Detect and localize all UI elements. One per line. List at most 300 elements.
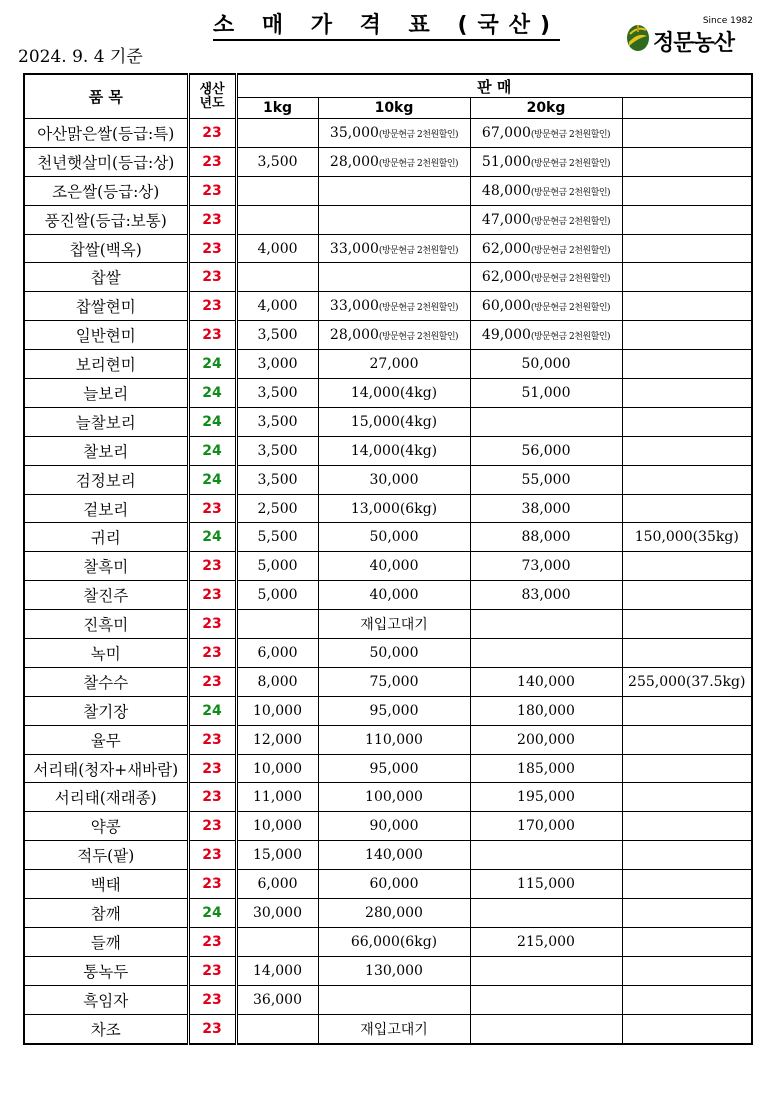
price-extra bbox=[622, 321, 752, 350]
header-item: 품 목 bbox=[24, 74, 188, 119]
item-name: 참깨 bbox=[24, 899, 188, 928]
production-year: 23 bbox=[188, 205, 236, 234]
item-name: 일반현미 bbox=[24, 321, 188, 350]
price-1kg: 3,000 bbox=[236, 350, 318, 379]
price-20kg: 38,000 bbox=[521, 500, 571, 517]
production-year: 23 bbox=[188, 754, 236, 783]
price-20kg-cell bbox=[470, 465, 622, 494]
table-row bbox=[24, 639, 752, 668]
price-extra bbox=[622, 263, 752, 292]
price-10kg-note: (방문현금 2천원할인) bbox=[378, 158, 459, 169]
company-logo bbox=[625, 16, 755, 56]
price-1kg: 2,500 bbox=[236, 494, 318, 523]
price-10kg-cell bbox=[318, 263, 470, 292]
table-row bbox=[24, 523, 752, 552]
price-1kg bbox=[236, 927, 318, 956]
price-10kg: 33,000 bbox=[329, 240, 379, 257]
production-year: 23 bbox=[188, 956, 236, 985]
price-extra bbox=[622, 956, 752, 985]
price-extra bbox=[622, 292, 752, 321]
table-row bbox=[24, 985, 752, 1014]
table-row bbox=[24, 927, 752, 956]
production-year: 23 bbox=[188, 610, 236, 639]
production-year: 23 bbox=[188, 147, 236, 176]
price-1kg bbox=[236, 1014, 318, 1043]
item-name: 진흑미 bbox=[24, 610, 188, 639]
table-row bbox=[24, 725, 752, 754]
price-10kg: 100,000 bbox=[365, 789, 423, 806]
price-10kg-cell bbox=[318, 234, 470, 263]
price-20kg: 48,000 bbox=[481, 182, 531, 199]
production-year: 23 bbox=[188, 119, 236, 148]
header-year: 생산 년도 bbox=[188, 74, 236, 119]
price-extra bbox=[622, 494, 752, 523]
price-20kg-cell bbox=[470, 494, 622, 523]
production-year: 24 bbox=[188, 407, 236, 436]
item-name: 찹쌀(백옥) bbox=[24, 234, 188, 263]
price-extra bbox=[622, 696, 752, 725]
item-name: 겉보리 bbox=[24, 494, 188, 523]
price-10kg-note: (방문현금 2천원할인) bbox=[378, 303, 459, 314]
price-20kg: 185,000 bbox=[517, 760, 575, 777]
production-year: 23 bbox=[188, 870, 236, 899]
price-10kg: 14,000(4kg) bbox=[350, 384, 438, 401]
price-1kg: 14,000 bbox=[236, 956, 318, 985]
price-20kg: 195,000 bbox=[517, 789, 575, 806]
price-10kg-cell bbox=[318, 581, 470, 610]
price-1kg: 4,000 bbox=[236, 234, 318, 263]
price-10kg: 130,000 bbox=[365, 962, 423, 979]
item-name: 적두(팥) bbox=[24, 841, 188, 870]
price-20kg-cell bbox=[470, 783, 622, 812]
rice-grain-icon bbox=[625, 22, 651, 52]
item-name: 서리태(청자+새바람) bbox=[24, 754, 188, 783]
price-20kg-cell bbox=[470, 812, 622, 841]
item-name: 찰기장 bbox=[24, 696, 188, 725]
price-10kg: 95,000 bbox=[369, 760, 419, 777]
price-10kg-cell bbox=[318, 147, 470, 176]
header-row-1 bbox=[24, 74, 752, 98]
production-year: 23 bbox=[188, 927, 236, 956]
price-10kg-cell bbox=[318, 465, 470, 494]
production-year: 24 bbox=[188, 436, 236, 465]
price-10kg-cell bbox=[318, 956, 470, 985]
table-row bbox=[24, 956, 752, 985]
price-10kg-cell bbox=[318, 927, 470, 956]
item-name: 늘찰보리 bbox=[24, 407, 188, 436]
table-row bbox=[24, 147, 752, 176]
price-extra bbox=[622, 812, 752, 841]
price-10kg-note: (방문현금 2천원할인) bbox=[378, 129, 459, 140]
table-row bbox=[24, 205, 752, 234]
item-name: 보리현미 bbox=[24, 350, 188, 379]
item-name: 흑임자 bbox=[24, 985, 188, 1014]
price-1kg: 11,000 bbox=[236, 783, 318, 812]
table-row bbox=[24, 581, 752, 610]
table-row bbox=[24, 119, 752, 148]
price-extra bbox=[622, 234, 752, 263]
production-year: 24 bbox=[188, 465, 236, 494]
item-name: 풍진쌀(등급:보통) bbox=[24, 205, 188, 234]
table-row bbox=[24, 667, 752, 696]
price-1kg bbox=[236, 176, 318, 205]
price-10kg-cell bbox=[318, 841, 470, 870]
item-name: 율무 bbox=[24, 725, 188, 754]
price-20kg-cell bbox=[470, 899, 622, 928]
price-20kg-cell bbox=[470, 841, 622, 870]
price-20kg-cell bbox=[470, 436, 622, 465]
table-row bbox=[24, 754, 752, 783]
price-1kg: 36,000 bbox=[236, 985, 318, 1014]
table-row bbox=[24, 407, 752, 436]
logo-name: 정문농산 bbox=[653, 31, 735, 56]
price-10kg-cell bbox=[318, 610, 470, 639]
price-20kg-cell bbox=[470, 407, 622, 436]
item-name: 찰흑미 bbox=[24, 552, 188, 581]
price-20kg-cell bbox=[470, 292, 622, 321]
header-unit-10kg: 10kg bbox=[318, 98, 470, 119]
price-10kg: 75,000 bbox=[369, 673, 419, 690]
price-20kg: 60,000 bbox=[481, 298, 531, 315]
price-10kg: 28,000 bbox=[329, 327, 379, 344]
price-extra bbox=[622, 783, 752, 812]
price-20kg-cell bbox=[470, 523, 622, 552]
production-year: 23 bbox=[188, 263, 236, 292]
price-20kg-cell bbox=[470, 927, 622, 956]
item-name: 백태 bbox=[24, 870, 188, 899]
price-20kg-cell bbox=[470, 870, 622, 899]
price-20kg-cell bbox=[470, 696, 622, 725]
price-20kg: 180,000 bbox=[517, 702, 575, 719]
price-extra bbox=[622, 870, 752, 899]
production-year: 23 bbox=[188, 639, 236, 668]
price-20kg-note: (방문현금 2천원할인) bbox=[530, 274, 611, 285]
price-extra bbox=[622, 350, 752, 379]
price-extra bbox=[622, 985, 752, 1014]
price-table bbox=[23, 73, 753, 1045]
price-20kg: 62,000 bbox=[481, 269, 531, 286]
price-20kg: 51,000 bbox=[521, 384, 571, 401]
price-20kg-cell bbox=[470, 350, 622, 379]
price-10kg-cell bbox=[318, 350, 470, 379]
price-1kg bbox=[236, 119, 318, 148]
price-10kg-cell bbox=[318, 552, 470, 581]
price-10kg-cell bbox=[318, 985, 470, 1014]
price-10kg: 35,000 bbox=[329, 124, 379, 141]
price-extra: 150,000(35kg) bbox=[622, 523, 752, 552]
header-unit-20kg: 20kg bbox=[470, 98, 622, 119]
price-10kg-note: (방문현금 2천원할인) bbox=[378, 332, 459, 343]
price-1kg: 3,500 bbox=[236, 379, 318, 408]
price-10kg-cell bbox=[318, 725, 470, 754]
price-20kg: 67,000 bbox=[481, 124, 531, 141]
price-1kg: 15,000 bbox=[236, 841, 318, 870]
price-10kg-cell bbox=[318, 407, 470, 436]
price-20kg-note: (방문현금 2천원할인) bbox=[530, 245, 611, 256]
production-year: 23 bbox=[188, 985, 236, 1014]
price-20kg-note: (방문현금 2천원할인) bbox=[530, 332, 611, 343]
price-1kg bbox=[236, 205, 318, 234]
price-20kg-cell bbox=[470, 667, 622, 696]
price-10kg-cell bbox=[318, 176, 470, 205]
price-extra bbox=[622, 436, 752, 465]
production-year: 24 bbox=[188, 523, 236, 552]
price-20kg-cell bbox=[470, 639, 622, 668]
price-20kg: 140,000 bbox=[517, 673, 575, 690]
price-10kg-cell bbox=[318, 812, 470, 841]
price-20kg-cell bbox=[470, 985, 622, 1014]
price-20kg: 73,000 bbox=[521, 558, 571, 575]
price-10kg: 60,000 bbox=[369, 876, 419, 893]
table-row bbox=[24, 292, 752, 321]
price-extra bbox=[622, 725, 752, 754]
item-name: 녹미 bbox=[24, 639, 188, 668]
price-20kg-cell bbox=[470, 147, 622, 176]
price-extra bbox=[622, 379, 752, 408]
table-row bbox=[24, 350, 752, 379]
price-20kg: 215,000 bbox=[517, 933, 575, 950]
price-20kg: 88,000 bbox=[521, 529, 571, 546]
price-10kg: 95,000 bbox=[369, 702, 419, 719]
price-20kg-note: (방문현금 2천원할인) bbox=[530, 158, 611, 169]
header-unit-extra bbox=[622, 98, 752, 119]
price-extra bbox=[622, 581, 752, 610]
price-10kg: 15,000(4kg) bbox=[350, 413, 438, 430]
price-1kg: 10,000 bbox=[236, 696, 318, 725]
price-1kg: 8,000 bbox=[236, 667, 318, 696]
price-1kg: 5,000 bbox=[236, 581, 318, 610]
production-year: 23 bbox=[188, 1014, 236, 1043]
table-row bbox=[24, 234, 752, 263]
price-10kg-cell bbox=[318, 321, 470, 350]
price-1kg: 3,500 bbox=[236, 147, 318, 176]
price-extra bbox=[622, 610, 752, 639]
price-10kg: 33,000 bbox=[329, 298, 379, 315]
price-10kg: 50,000 bbox=[369, 644, 419, 661]
price-10kg-cell bbox=[318, 667, 470, 696]
header-sale: 판 매 bbox=[236, 74, 752, 98]
price-extra bbox=[622, 176, 752, 205]
price-extra bbox=[622, 147, 752, 176]
price-20kg: 200,000 bbox=[517, 731, 575, 748]
production-year: 24 bbox=[188, 350, 236, 379]
price-extra bbox=[622, 841, 752, 870]
price-10kg-cell bbox=[318, 292, 470, 321]
price-extra bbox=[622, 899, 752, 928]
item-name: 찹쌀현미 bbox=[24, 292, 188, 321]
item-name: 찰진주 bbox=[24, 581, 188, 610]
price-10kg: 40,000 bbox=[369, 587, 419, 604]
price-20kg: 56,000 bbox=[521, 442, 571, 459]
price-1kg: 10,000 bbox=[236, 812, 318, 841]
price-1kg: 6,000 bbox=[236, 870, 318, 899]
item-name: 조은쌀(등급:상) bbox=[24, 176, 188, 205]
price-1kg: 3,500 bbox=[236, 407, 318, 436]
price-20kg-cell bbox=[470, 754, 622, 783]
price-extra bbox=[622, 754, 752, 783]
price-20kg-cell bbox=[470, 234, 622, 263]
price-1kg: 3,500 bbox=[236, 465, 318, 494]
table-row bbox=[24, 552, 752, 581]
production-year: 23 bbox=[188, 725, 236, 754]
item-name: 찰수수 bbox=[24, 667, 188, 696]
price-10kg: 재입고대기 bbox=[360, 1021, 428, 1038]
price-20kg-note: (방문현금 2천원할인) bbox=[530, 303, 611, 314]
price-10kg: 14,000(4kg) bbox=[350, 442, 438, 459]
price-extra bbox=[622, 639, 752, 668]
price-20kg-cell bbox=[470, 956, 622, 985]
price-10kg: 30,000 bbox=[369, 471, 419, 488]
price-20kg-cell bbox=[470, 263, 622, 292]
item-name: 찹쌀 bbox=[24, 263, 188, 292]
price-20kg: 49,000 bbox=[481, 327, 531, 344]
price-10kg-cell bbox=[318, 205, 470, 234]
price-20kg: 170,000 bbox=[517, 818, 575, 835]
table-row bbox=[24, 899, 752, 928]
item-name: 통녹두 bbox=[24, 956, 188, 985]
price-10kg-cell bbox=[318, 870, 470, 899]
production-year: 23 bbox=[188, 552, 236, 581]
price-20kg-cell bbox=[470, 379, 622, 408]
table-row bbox=[24, 494, 752, 523]
item-name: 검정보리 bbox=[24, 465, 188, 494]
price-10kg-cell bbox=[318, 1014, 470, 1043]
production-year: 23 bbox=[188, 292, 236, 321]
price-20kg-note: (방문현금 2천원할인) bbox=[530, 216, 611, 227]
price-20kg-cell bbox=[470, 552, 622, 581]
price-extra bbox=[622, 205, 752, 234]
production-year: 23 bbox=[188, 581, 236, 610]
price-10kg-note: (방문현금 2천원할인) bbox=[378, 245, 459, 256]
price-20kg: 62,000 bbox=[481, 240, 531, 257]
price-20kg-cell bbox=[470, 321, 622, 350]
price-20kg-note: (방문현금 2천원할인) bbox=[530, 129, 611, 140]
production-year: 24 bbox=[188, 696, 236, 725]
price-10kg-cell bbox=[318, 523, 470, 552]
price-10kg-cell bbox=[318, 379, 470, 408]
price-20kg-cell bbox=[470, 610, 622, 639]
price-10kg: 27,000 bbox=[369, 356, 419, 373]
price-20kg: 47,000 bbox=[481, 211, 531, 228]
table-row bbox=[24, 610, 752, 639]
table-row bbox=[24, 812, 752, 841]
table-row bbox=[24, 379, 752, 408]
price-20kg-cell bbox=[470, 176, 622, 205]
production-year: 23 bbox=[188, 841, 236, 870]
table-row bbox=[24, 436, 752, 465]
price-10kg-cell bbox=[318, 436, 470, 465]
price-1kg: 12,000 bbox=[236, 725, 318, 754]
price-extra bbox=[622, 552, 752, 581]
price-extra: 255,000(37.5kg) bbox=[622, 667, 752, 696]
price-1kg bbox=[236, 610, 318, 639]
production-year: 23 bbox=[188, 667, 236, 696]
table-row bbox=[24, 263, 752, 292]
price-10kg: 재입고대기 bbox=[360, 617, 428, 634]
price-extra bbox=[622, 927, 752, 956]
title-text: 소 매 가 격 표 (국산) bbox=[213, 13, 560, 41]
production-year: 24 bbox=[188, 379, 236, 408]
logo-since: Since 1982 bbox=[702, 16, 753, 26]
price-1kg: 6,000 bbox=[236, 639, 318, 668]
price-10kg: 90,000 bbox=[369, 818, 419, 835]
item-name: 귀리 bbox=[24, 523, 188, 552]
price-10kg-cell bbox=[318, 754, 470, 783]
price-rows bbox=[24, 119, 752, 1044]
price-10kg-cell bbox=[318, 639, 470, 668]
price-10kg: 13,000(6kg) bbox=[350, 500, 438, 517]
price-1kg: 5,500 bbox=[236, 523, 318, 552]
price-20kg-note: (방문현금 2천원할인) bbox=[530, 187, 611, 198]
production-year: 23 bbox=[188, 812, 236, 841]
production-year: 24 bbox=[188, 899, 236, 928]
price-10kg-cell bbox=[318, 494, 470, 523]
price-20kg-cell bbox=[470, 119, 622, 148]
price-1kg: 5,000 bbox=[236, 552, 318, 581]
table-row bbox=[24, 696, 752, 725]
price-10kg: 66,000(6kg) bbox=[350, 933, 438, 950]
reference-date: 2024. 9. 4 기준 bbox=[18, 47, 143, 67]
item-name: 차조 bbox=[24, 1014, 188, 1043]
price-1kg: 3,500 bbox=[236, 436, 318, 465]
item-name: 늘보리 bbox=[24, 379, 188, 408]
price-10kg-cell bbox=[318, 119, 470, 148]
table-row bbox=[24, 321, 752, 350]
price-20kg-cell bbox=[470, 1014, 622, 1043]
table-row bbox=[24, 841, 752, 870]
price-10kg-cell bbox=[318, 783, 470, 812]
item-name: 약콩 bbox=[24, 812, 188, 841]
production-year: 23 bbox=[188, 783, 236, 812]
price-1kg: 30,000 bbox=[236, 899, 318, 928]
price-1kg bbox=[236, 263, 318, 292]
production-year: 23 bbox=[188, 176, 236, 205]
price-20kg: 115,000 bbox=[517, 876, 575, 893]
price-10kg: 40,000 bbox=[369, 558, 419, 575]
price-10kg: 140,000 bbox=[365, 847, 423, 864]
price-20kg: 50,000 bbox=[521, 356, 571, 373]
price-20kg: 55,000 bbox=[521, 471, 571, 488]
production-year: 23 bbox=[188, 494, 236, 523]
price-10kg-cell bbox=[318, 696, 470, 725]
price-20kg: 83,000 bbox=[521, 587, 571, 604]
item-name: 찰보리 bbox=[24, 436, 188, 465]
table-row bbox=[24, 1014, 752, 1043]
price-20kg-cell bbox=[470, 581, 622, 610]
table-row bbox=[24, 870, 752, 899]
price-extra bbox=[622, 407, 752, 436]
price-10kg: 50,000 bbox=[369, 529, 419, 546]
item-name: 아산맑은쌀(등급:특) bbox=[24, 119, 188, 148]
price-1kg: 3,500 bbox=[236, 321, 318, 350]
header-unit-1kg: 1kg bbox=[236, 98, 318, 119]
production-year: 23 bbox=[188, 234, 236, 263]
price-10kg: 28,000 bbox=[329, 153, 379, 170]
price-extra bbox=[622, 1014, 752, 1043]
price-20kg-cell bbox=[470, 725, 622, 754]
price-1kg: 10,000 bbox=[236, 754, 318, 783]
item-name: 들깨 bbox=[24, 927, 188, 956]
price-10kg-cell bbox=[318, 899, 470, 928]
item-name: 서리태(재래종) bbox=[24, 783, 188, 812]
item-name: 천년햇살미(등급:상) bbox=[24, 147, 188, 176]
table-row bbox=[24, 783, 752, 812]
production-year: 23 bbox=[188, 321, 236, 350]
table-row bbox=[24, 176, 752, 205]
price-20kg: 51,000 bbox=[481, 153, 531, 170]
price-1kg: 4,000 bbox=[236, 292, 318, 321]
price-extra bbox=[622, 119, 752, 148]
